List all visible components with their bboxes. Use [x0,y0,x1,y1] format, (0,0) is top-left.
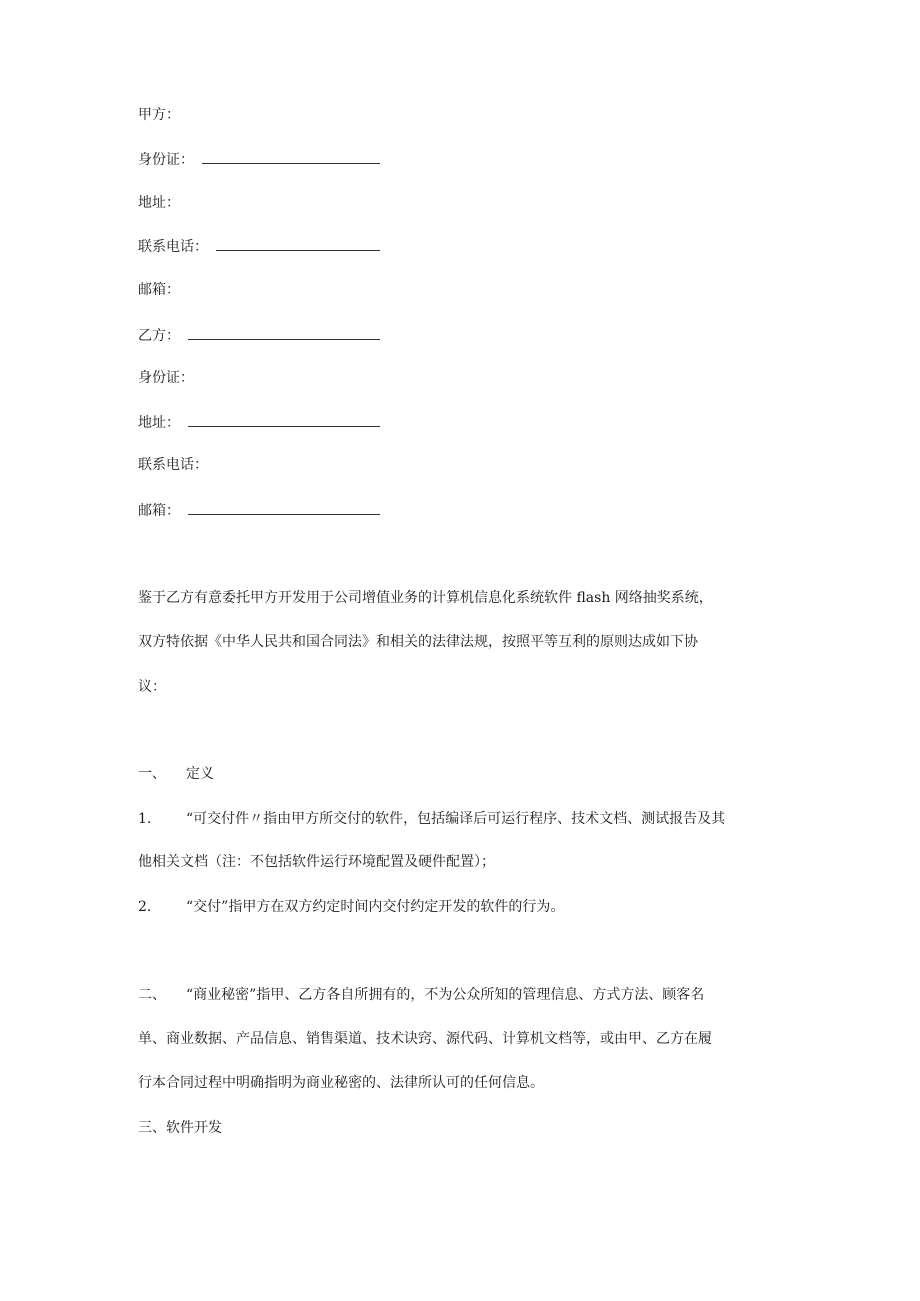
party-a-label: 甲方： [138,107,180,123]
party-b-phone-line [138,455,208,475]
section-1-item-1 [138,809,725,829]
party-a-id-label: 身份证： [138,152,194,168]
section-2-line-2: 单、商业数据、产品信息、销售渠道、技术诀窍、源代码、计算机文档等，或由甲、乙方在履 [138,1031,712,1047]
section-1-item-1-number: 1. [138,811,152,827]
party-b-address-line [138,412,380,433]
party-a-address-label: 地址： [138,195,180,211]
party-b-line [138,325,380,346]
party-b-blank [188,325,380,340]
section-2-text: “商业秘密”指甲、乙方各自所拥有的，不为公众所知的管理信息、方式方法、顾客名 [186,987,705,1003]
section-1-item-2 [138,897,564,917]
party-b-phone-label: 联系电话： [138,457,208,473]
party-a-email-line [138,280,180,300]
party-a-email-label: 邮箱： [138,282,180,298]
section-1-item-2-text: “交付”指甲方在双方约定时间内交付约定开发的软件的行为。 [186,899,565,915]
section-1-title: 定义 [186,766,214,782]
section-2-number: 二、 [138,987,166,1003]
party-b-label: 乙方： [138,328,180,344]
section-1-number: 一、 [138,766,166,782]
party-b-address-label: 地址： [138,415,180,431]
party-b-address-blank [188,412,380,427]
party-b-email-label: 邮箱： [138,503,180,519]
section-2-paragraph [138,985,704,1005]
party-b-email-blank [188,500,380,515]
party-b-id-label: 身份证： [138,370,194,386]
section-3-heading: 三、软件开发 [138,1120,222,1136]
party-a-phone-line [138,236,380,257]
party-a-address-line [138,193,180,213]
section-1-heading [138,764,214,784]
party-a-id-line [138,149,380,170]
section-1-item-1-text: “可交付件〃指由甲方所交付的软件，包括编译后可运行程序、技术文档、测试报告及其 [186,811,726,827]
section-2-line-3: 行本合同过程中明确指明为商业秘密的、法律所认可的任何信息。 [138,1075,544,1091]
preamble-line-1: 鉴于乙方有意委托甲方开发用于公司增值业务的计算机信息化系统软件 flash 网络抽奖系统， [138,590,713,606]
section-1-item-1-continued: 他相关文档（注：不包括软件运行环境配置及硬件配置）； [138,854,495,870]
party-a-phone-blank [216,236,380,251]
party-b-email-line [138,500,380,521]
party-a-id-blank [202,149,380,164]
preamble-line-2: 双方特依据《中华人民共和国合同法》和相关的法律法规，按照平等互利的原则达成如下协 [138,634,698,650]
preamble-line-3: 议： [138,679,166,695]
party-b-id-line [138,368,194,388]
section-1-item-2-number: 2. [138,899,152,915]
party-a-phone-label: 联系电话： [138,239,208,255]
party-a-line [138,105,180,125]
